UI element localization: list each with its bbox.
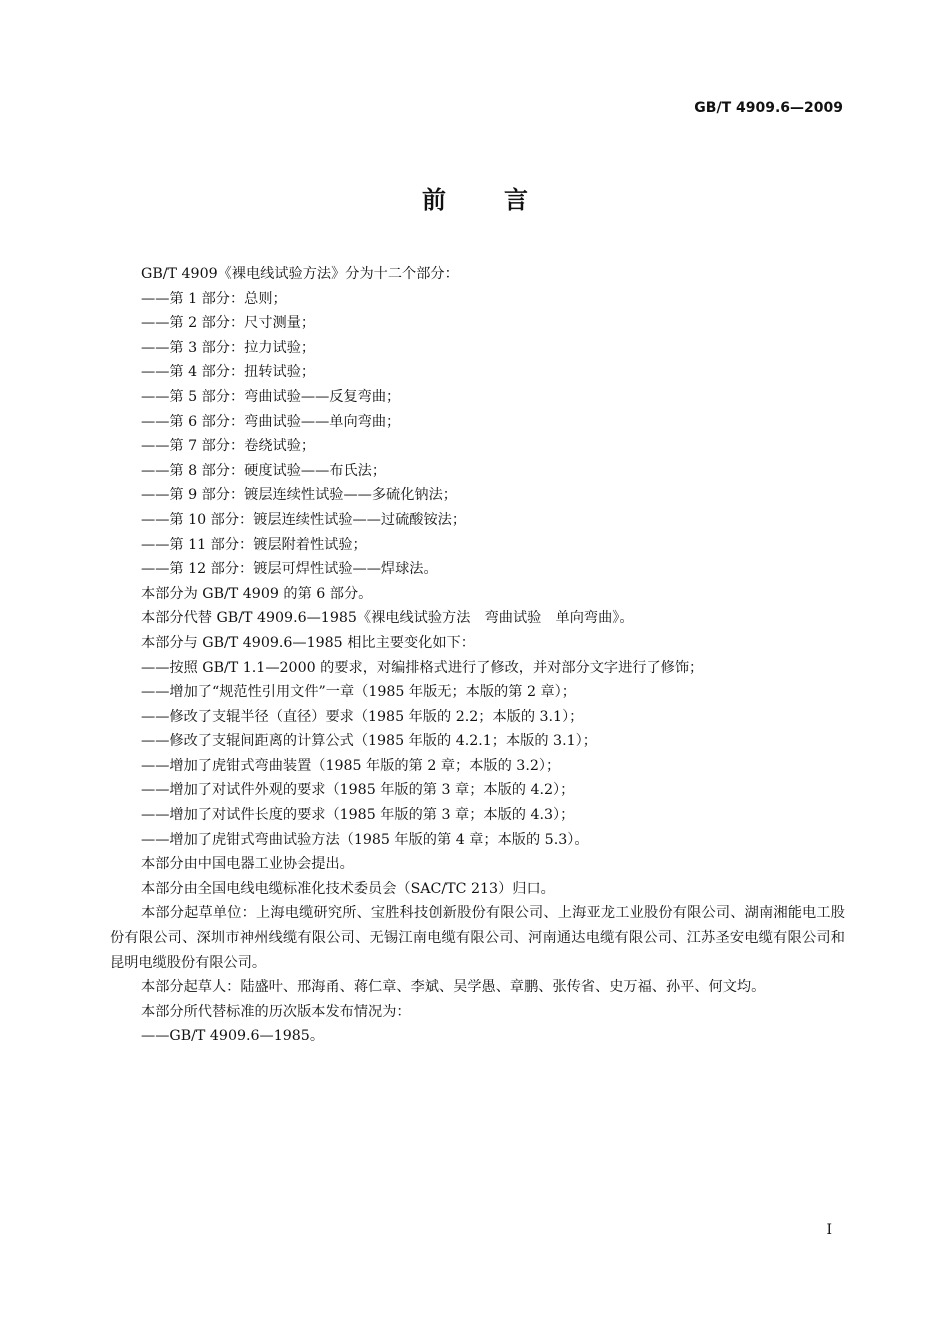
paragraph: 本部分由中国电器工业协会提出。 xyxy=(141,856,354,873)
list-item: ——第 3 部分：拉力试验； xyxy=(141,339,316,356)
list-item: ——增加了“规范性引用文件”一章（1985 年版无；本版的第 2 章）； xyxy=(141,684,576,701)
paragraph: 本部分由全国电线电缆标准化技术委员会（SAC/TC 213）归口。 xyxy=(141,880,555,897)
standard-code: GB/T 4909.6—2009 xyxy=(694,100,843,116)
list-item: ——修改了支辊间距离的计算公式（1985 年版的 4.2.1；本版的 3.1）； xyxy=(141,733,597,750)
page-number: I xyxy=(826,1222,832,1238)
paragraph: 本部分为 GB/T 4909 的第 6 部分。 xyxy=(141,585,373,602)
paragraph: 本部分起草单位：上海电缆研究所、宝胜科技创新股份有限公司、上海亚龙工业股份有限公司、湖南湘能电工股份有限公司、深圳市神州线缆有限公司、无锡江南电缆有限公司、河南通达电缆有限公司、江苏圣安电缆有限公司和昆明电缆股份有限公司。 xyxy=(110,905,845,971)
document-body xyxy=(110,262,845,1049)
list-item: ——增加了对试件长度的要求（1985 年版的第 3 章；本版的 4.3）； xyxy=(141,807,575,824)
list-item: ——第 5 部分：弯曲试验——反复弯曲； xyxy=(141,388,401,405)
paragraph: 本部分与 GB/T 4909.6—1985 相比主要变化如下： xyxy=(141,634,475,651)
list-item: ——第 12 部分：镀层可焊性试验——焊球法。 xyxy=(141,561,438,578)
list-item: ——第 10 部分：镀层连续性试验——过硫酸铵法； xyxy=(141,511,467,528)
list-item: ——增加了虎钳式弯曲装置（1985 年版的第 2 章；本版的 3.2）； xyxy=(141,757,561,774)
list-item: ——第 8 部分：硬度试验——布氏法； xyxy=(141,462,387,479)
list-item: ——第 2 部分：尺寸测量； xyxy=(141,315,316,332)
list-item: ——GB/T 4909.6—1985。 xyxy=(141,1028,325,1045)
list-item: ——第 1 部分：总则； xyxy=(141,290,287,307)
list-item: ——第 6 部分：弯曲试验——单向弯曲； xyxy=(141,413,401,430)
page-title: 前言 xyxy=(422,186,586,214)
list-item: ——第 4 部分：扭转试验； xyxy=(141,364,316,381)
list-item: ——按照 GB/T 1.1—2000 的要求，对编排格式进行了修改，并对部分文字进行了修饰； xyxy=(141,659,704,676)
list-item: ——第 7 部分：卷绕试验； xyxy=(141,438,316,455)
list-item: ——增加了虎钳式弯曲试验方法（1985 年版的第 4 章；本版的 5.3）。 xyxy=(141,831,589,848)
paragraph: 本部分代替 GB/T 4909.6—1985《裸电线试验方法 弯曲试验 单向弯曲》。 xyxy=(141,610,634,627)
list-item: ——第 11 部分：镀层附着性试验； xyxy=(141,536,367,553)
paragraph: 本部分所代替标准的历次版本发布情况为： xyxy=(141,1003,411,1020)
list-item: ——第 9 部分：镀层连续性试验——多硫化钠法； xyxy=(141,487,457,504)
list-item: ——增加了对试件外观的要求（1985 年版的第 3 章；本版的 4.2）； xyxy=(141,782,575,799)
paragraph: GB/T 4909《裸电线试验方法》分为十二个部分： xyxy=(141,266,459,282)
paragraph: 本部分起草人：陆盛叶、邢海甬、蒋仁章、李斌、吴学愚、章鹏、张传省、史万福、孙平、何文均。 xyxy=(141,979,766,996)
list-item: ——修改了支辊半径（直径）要求（1985 年版的 2.2；本版的 3.1）； xyxy=(141,708,584,725)
